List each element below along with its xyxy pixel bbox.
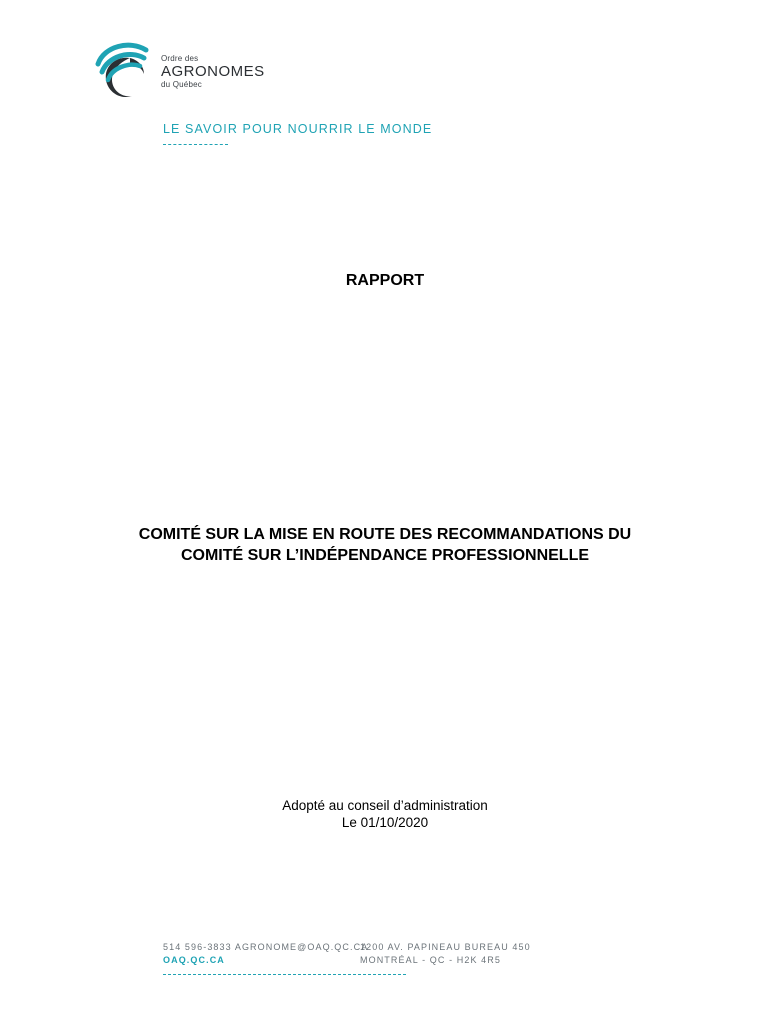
footer-address [360,941,531,967]
footer-contact [163,941,368,967]
footer-divider [163,974,406,975]
logo-wordmark [161,54,265,89]
footer-website-link[interactable]: OAQ.QC.CA [163,955,225,965]
footer-phone-email: 514 596-3833 AGRONOME@OAQ.QC.CA [163,942,369,952]
logo-line-ordre: Ordre des [161,54,199,63]
logo-line-quebec: du Québec [161,80,202,89]
oaq-logo [90,38,290,118]
adoption-note [0,797,770,831]
document-title-line-2: COMITÉ SUR L’INDÉPENDANCE PROFESSIONNELLE [180,547,590,564]
document-title [60,524,710,566]
document-title-line-1: COMITÉ SUR LA MISE EN ROUTE DES RECOMMANDATIONS DU [138,526,632,543]
tagline-divider [163,144,228,145]
oaq-logo-mark-icon [90,38,156,104]
report-type-label: RAPPORT [345,272,425,289]
adoption-date: Le 01/10/2020 [341,815,429,830]
adoption-text: Adopté au conseil d’administration [282,798,488,813]
footer-address-line-2: MONTRÉAL - QC - H2K 4R5 [360,955,501,965]
logo-line-agronomes: AGRONOMES [161,63,265,80]
footer-address-line-1: 1200 AV. PAPINEAU BUREAU 450 [360,942,531,952]
tagline: LE SAVOIR POUR NOURRIR LE MONDE [163,122,433,136]
